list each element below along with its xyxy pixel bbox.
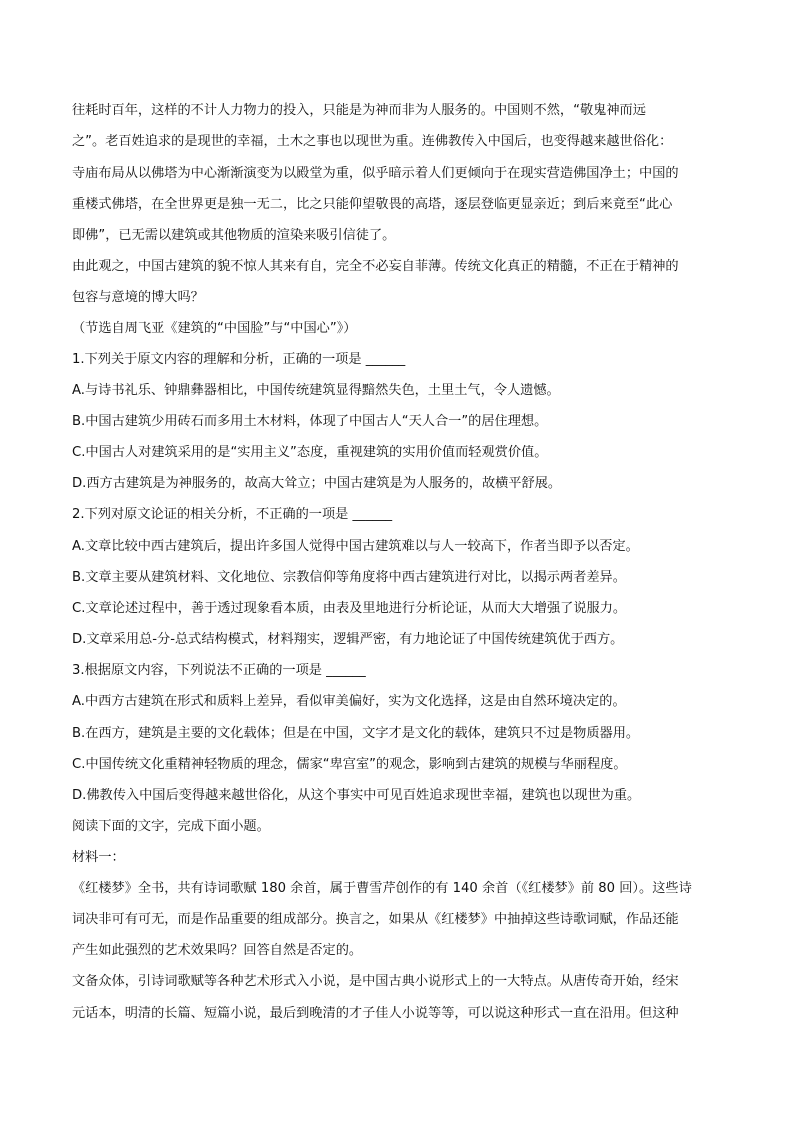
paragraph-line: 之”。老百姓追求的是现世的幸福，土木之事也以现世为重。连佛教传入中国后，也变得越来越世俗化： (72, 134, 673, 149)
paragraph-line: 《红楼梦》全书，共有诗词歌赋 180 余首，属于曹雪芹创作的有 140 余首（《红楼梦》前 80 回）。这些诗 (72, 881, 692, 896)
paragraph-line: 即佛”，已无需以建筑或其他物质的渲染来吸引信徒了。 (72, 228, 396, 243)
paragraph-line: 寺庙布局从以佛塔为中心渐渐演变为以殿堂为重，似乎暗示着人们更倾向于在现实营造佛国净土；中国的 (72, 166, 679, 181)
question-3-option-b: B.在西方，建筑是主要的文化载体；但是在中国，文字才是文化的载体，建筑只不过是物质器用。 (72, 726, 640, 741)
material-heading: 材料一： (72, 850, 125, 865)
question-1-option-b: B.中国古建筑少用砖石而多用土木材料，体现了中国古人“天人合一”的居住理想。 (72, 414, 548, 429)
question-1-option-a: A.与诗书礼乐、钟鼎彝器相比，中国传统建筑显得黯然失色，土里土气，令人遗憾。 (72, 383, 560, 398)
question-2-option-b: B.文章主要从建筑材料、文化地位、宗教信仰等角度将中西古建筑进行对比，以揭示两者差异。 (72, 570, 626, 585)
question-2-stem: 2.下列对原文论证的相关分析，不正确的一项是 ______ (72, 507, 393, 522)
paragraph-line: 文备众体，引诗词歌赋等各种艺术形式入小说，是中国古典小说形式上的一大特点。从唐传奇开始，经宋 (72, 974, 679, 989)
question-3-option-a: A.中西方古建筑在形式和质料上差异，看似审美偏好，实为文化选择，这是由自然环境决定的。 (72, 694, 626, 709)
question-3-stem: 3.根据原文内容，下列说法不正确的一项是 ______ (72, 663, 366, 678)
paragraph-line: 由此观之，中国古建筑的貌不惊人其来有自，完全不必妄自菲薄。传统文化真正的精髓，不正在于精神的 (72, 259, 679, 274)
paragraph-line: 产生如此强烈的艺术效果吗？回答自然是否定的。 (72, 943, 363, 958)
source-citation: （节选自周飞亚《建筑的“中国脸”与“中国心”》） (72, 321, 357, 336)
question-1-stem: 1.下列关于原文内容的理解和分析，正确的一项是 ______ (72, 352, 406, 367)
paragraph-line: 词决非可有可无，而是作品重要的组成部分。换言之，如果从《红楼梦》中抽掉这些诗歌词赋，作品还能 (72, 912, 679, 927)
question-3-option-d: D.佛教传入中国后变得越来越世俗化，从这个事实中可见百姓追求现世幸福，建筑也以现世为重。 (72, 788, 641, 803)
question-2-option-d: D.文章采用总-分-总式结构模式，材料翔实，逻辑严密，有力地论证了中国传统建筑优于西方。 (72, 632, 624, 647)
question-1-option-d: D.西方古建筑是为神服务的，故高大耸立；中国古建筑是为人服务的，故横平舒展。 (72, 476, 562, 491)
reading-instruction: 阅读下面的文字，完成下面小题。 (72, 819, 270, 834)
question-1-option-c: C.中国古人对建筑采用的是“实用主义”态度，重视建筑的实用价值而轻观赏价值。 (72, 445, 548, 460)
paragraph-line: 元话本，明清的长篇、短篇小说，最后到晚清的才子佳人小说等等，可以说这种形式一直在沿用。但这种 (72, 1006, 679, 1021)
question-2-option-a: A.文章比较中西古建筑后，提出许多国人觉得中国古建筑难以与人一较高下，作者当即予以否定。 (72, 539, 639, 554)
question-2-option-c: C.文章论述过程中，善于透过现象看本质，由表及里地进行分析论证，从而大大增强了说服力。 (72, 601, 627, 616)
paragraph-line: 往耗时百年，这样的不计人力物力的投入，只能是为神而非为人服务的。中国则不然，“敬鬼神而远 (72, 103, 646, 118)
paragraph-line: 包容与意境的博大吗？ (72, 290, 204, 305)
paragraph-line: 重楼式佛塔，在全世界更是独一无二，比之只能仰望敬畏的高塔，逐层登临更显亲近；到后来竟至“此心 (72, 197, 673, 212)
question-3-option-c: C.中国传统文化重精神轻物质的理念，儒家“卑宫室”的观念，影响到古建筑的规模与华丽程度。 (72, 757, 627, 772)
